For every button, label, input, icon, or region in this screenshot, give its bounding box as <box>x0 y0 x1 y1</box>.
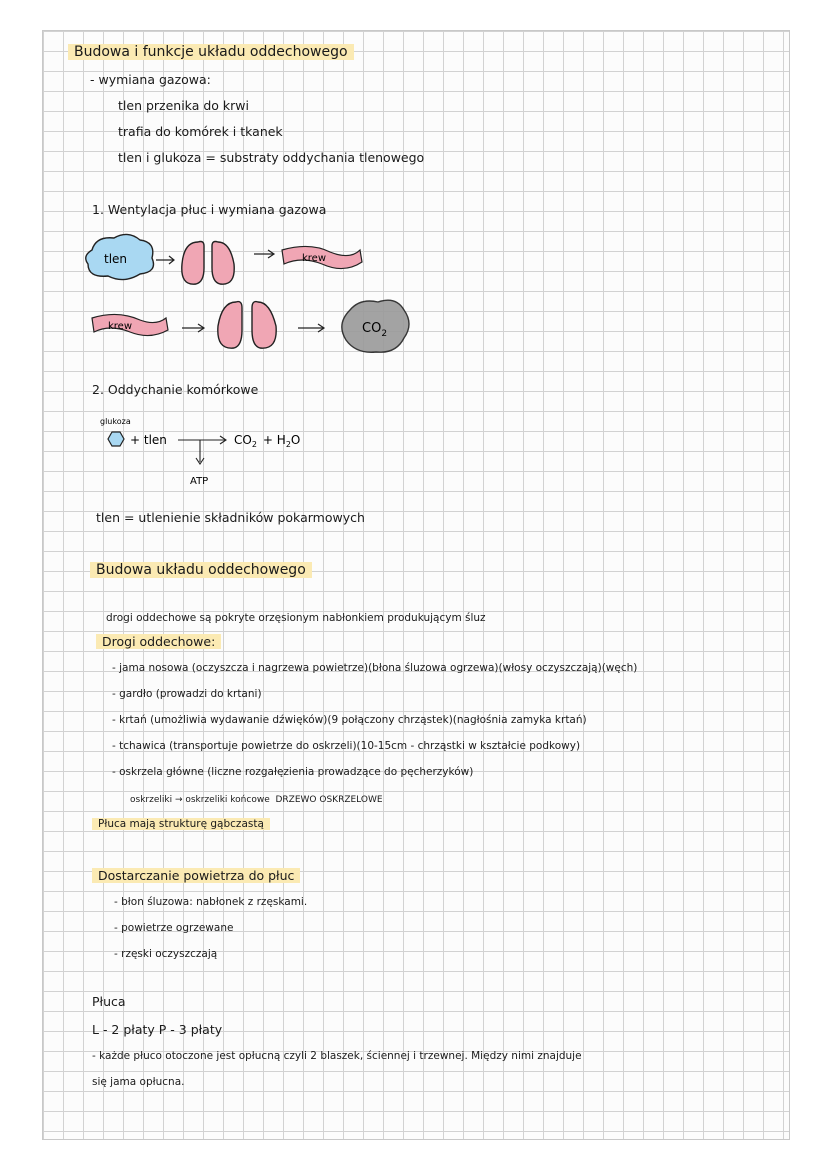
airway-item: - krtań (umożliwia wydawanie dźwięków)(9 połączony chrząstek)(nagłośnia zamyka krtań) <box>112 714 587 726</box>
respiration-equation <box>96 414 456 494</box>
ventilation-heading: 1. Wentylacja płuc i wymiana gazowa <box>92 202 327 217</box>
glucose-label: glukoza <box>100 417 131 426</box>
blood-label: krew <box>302 253 327 264</box>
pleura-text: się jama opłucna. <box>92 1076 185 1088</box>
products: $CO_2 + H_2O$ <box>234 433 301 449</box>
gas-exchange-label: - wymiana gazowa: <box>90 72 211 87</box>
lungs-icon <box>182 242 234 285</box>
arrow-icon <box>298 324 324 332</box>
airways-label: Drogi oddechowe: <box>96 634 221 650</box>
airway-item: - oskrzela główne (liczne rozgałęzienia prowadzące do pęcherzyków) <box>112 766 474 778</box>
gas-exchange-item: tlen przenika do krwi <box>118 98 249 113</box>
ventilation-diagram <box>0 228 828 388</box>
section-title-air-supply: Dostarczanie powietrza do płuc <box>92 868 300 884</box>
pleura-text: - każde płuco otoczone jest opłucną czyli 2 blaszek, ściennej i trzewnej. Między nimi znajduje <box>92 1050 582 1062</box>
arrow-icon <box>182 324 204 332</box>
airway-item: - tchawica (transportuje powietrze do oskrzeli)(10-15cm - chrząstki w kształcie podkowy) <box>112 740 581 752</box>
respiration-heading: 2. Oddychanie komórkowe <box>92 382 259 397</box>
arrow-icon <box>156 256 174 264</box>
lungs-lobes: L - 2 płaty P - 3 płaty <box>92 1022 223 1037</box>
bronchial-tree-line: oskrzeliki → oskrzeliki końcowe DRZEWO OSKRZELOWE <box>130 795 383 805</box>
air-supply-item: - błon śluzowa: nabłonek z rzęskami. <box>114 896 308 908</box>
section-title-structure: Budowa układu oddechowego <box>90 562 312 578</box>
bronchial-tree-label: DRZEWO OSKRZELOWE <box>275 795 383 805</box>
grid-paper <box>42 30 790 1140</box>
arrow-icon <box>254 250 274 258</box>
reaction-arrow-icon <box>178 436 226 464</box>
glucose-hexagon-icon <box>108 432 124 446</box>
blood-label: krew <box>108 321 133 332</box>
gas-exchange-item: tlen i glukoza = substraty oddychania tlenowego <box>118 150 425 165</box>
lungs-sponge-note: Płuca mają strukturę gąbczastą <box>92 816 270 832</box>
oxygen-label: tlen <box>104 252 128 266</box>
section-title-respiratory-function: Budowa i funkcje układu oddechowego <box>68 44 354 60</box>
lungs-icon <box>218 302 276 349</box>
gas-exchange-item: trafia do komórek i tkanek <box>118 124 283 139</box>
lungs-title: Płuca <box>92 994 126 1009</box>
oxygen-substrate: + tlen <box>130 433 167 447</box>
mucus-note: drogi oddechowe są pokryte orzęsionym nabłonkiem produkującym śluz <box>106 612 486 624</box>
airway-item: - gardło (prowadzi do krtani) <box>112 688 262 700</box>
atp-label: ATP <box>190 476 209 487</box>
air-supply-item: - powietrze ogrzewane <box>114 922 234 934</box>
oxygen-note: tlen = utlenienie składników pokarmowych <box>96 510 365 525</box>
co2-label: $CO_2$ <box>362 321 388 339</box>
air-supply-item: - rzęski oczyszczają <box>114 948 218 960</box>
airway-item: - jama nosowa (oczyszcza i nagrzewa powietrze)(błona śluzowa ogrzewa)(włosy oczyszczają)(węch) <box>112 662 638 674</box>
